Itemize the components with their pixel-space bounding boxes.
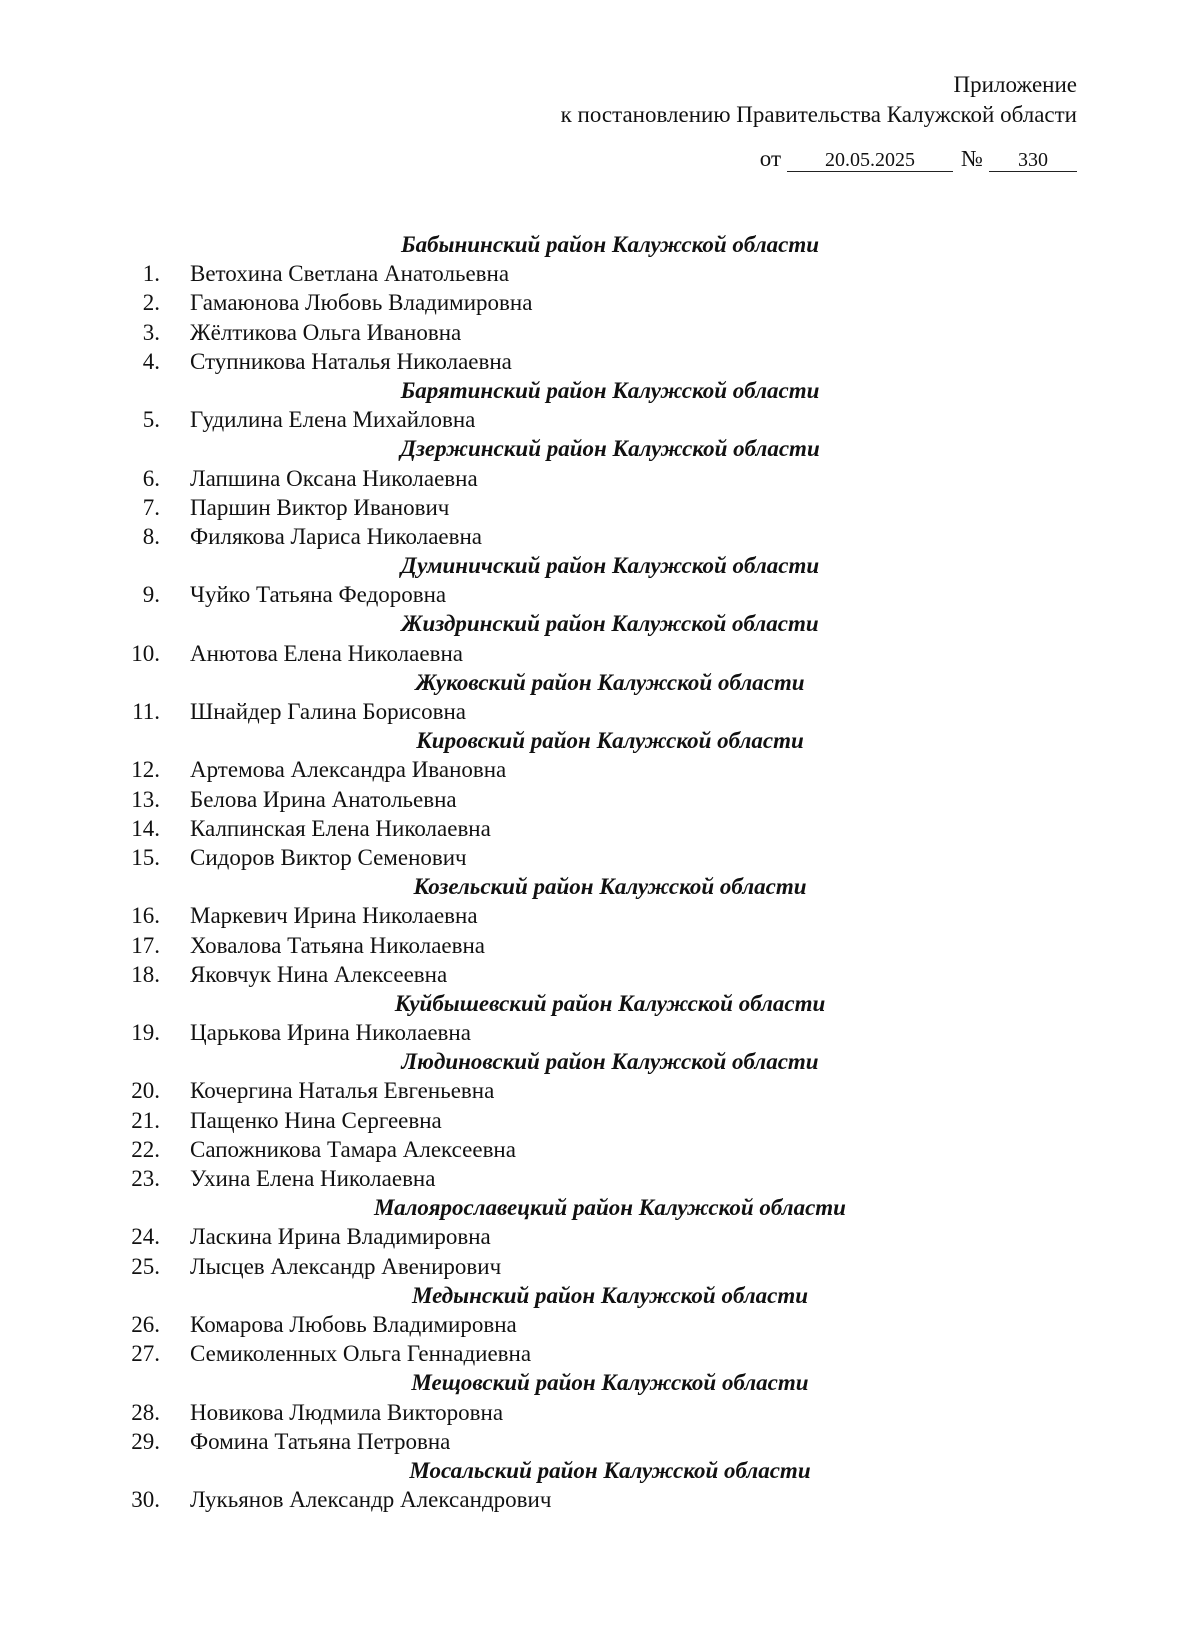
item-number: 26. <box>131 1311 160 1337</box>
list-item <box>0 1222 1200 1251</box>
district-heading: Людиновский район Калужской области <box>401 1049 819 1075</box>
appendix-header <box>561 70 1077 130</box>
item-number: 22. <box>131 1136 160 1162</box>
list-item <box>0 1164 1200 1193</box>
item-number: 20. <box>131 1078 160 1104</box>
person-name: Маркевич Ирина Николаевна <box>190 903 478 929</box>
list-item <box>0 1339 1200 1368</box>
list-item <box>0 288 1200 317</box>
number-sign: № <box>961 146 983 171</box>
person-name: Гудилина Елена Михайловна <box>190 407 476 433</box>
person-name: Сидоров Виктор Семенович <box>190 844 467 870</box>
item-number: 10. <box>131 640 160 666</box>
list-item <box>0 1427 1200 1456</box>
list-item <box>0 318 1200 347</box>
list-item <box>0 697 1200 726</box>
person-name: Филякова Лариса Николаевна <box>190 523 483 549</box>
person-name: Лукьянов Александр Александрович <box>190 1487 552 1513</box>
item-number: 30. <box>131 1487 160 1513</box>
person-name: Ховалова Татьяна Николаевна <box>190 932 485 958</box>
person-name: Лысцев Александр Авенирович <box>190 1253 502 1279</box>
list-item <box>0 1106 1200 1135</box>
item-number: 16. <box>131 903 160 929</box>
person-name: Фомина Татьяна Петровна <box>190 1428 451 1454</box>
district-heading: Бабынинский район Калужской области <box>400 232 820 257</box>
person-name: Паршин Виктор Иванович <box>190 494 450 520</box>
item-number: 21. <box>131 1107 160 1133</box>
person-name: Калпинская Елена Николаевна <box>190 815 491 841</box>
district-list <box>0 230 1200 1514</box>
item-number: 9. <box>142 582 160 608</box>
item-number: 19. <box>131 1020 160 1046</box>
item-number: 25. <box>131 1253 160 1279</box>
person-name: Жёлтикова Ольга Ивановна <box>190 319 462 345</box>
list-item <box>0 405 1200 434</box>
person-name: Кочергина Наталья Евгеньевна <box>190 1078 495 1104</box>
list-item <box>0 755 1200 784</box>
person-name: Комарова Любовь Владимировна <box>190 1311 517 1337</box>
person-name: Ветохина Светлана Анатольевна <box>190 261 510 287</box>
person-name: Новикова Людмила Викторовна <box>190 1399 504 1425</box>
district-heading: Куйбышевский район Калужской области <box>394 990 826 1016</box>
person-name: Ступникова Наталья Николаевна <box>190 348 512 374</box>
person-name: Ласкина Ирина Владимировна <box>190 1224 491 1250</box>
person-name: Гамаюнова Любовь Владимировна <box>190 290 533 316</box>
list-item <box>0 785 1200 814</box>
resolution-date: 20.05.2025 <box>787 149 953 172</box>
item-number: 5. <box>142 407 160 433</box>
list-item <box>0 259 1200 288</box>
item-number: 29. <box>131 1428 160 1454</box>
person-name: Белова Ирина Анатольевна <box>190 786 457 812</box>
item-number: 15. <box>131 844 160 870</box>
list-item <box>0 1310 1200 1339</box>
item-number: 17. <box>131 932 160 958</box>
item-number: 23. <box>131 1166 160 1191</box>
appendix-subtitle: к постановлению Правительства Калужской области <box>560 102 1077 127</box>
list-item <box>0 580 1200 609</box>
item-number: 18. <box>131 961 160 987</box>
person-name: Артемова Александра Ивановна <box>190 757 507 783</box>
list-item <box>0 1485 1200 1514</box>
person-name: Царькова Ирина Николаевна <box>190 1020 471 1046</box>
person-name: Яковчук Нина Алексеевна <box>190 961 448 987</box>
district-heading: Козельский район Калужской области <box>413 874 807 900</box>
person-name: Сапожникова Тамара Алексеевна <box>190 1136 516 1162</box>
list-item <box>0 960 1200 989</box>
district-heading: Медынский район Калужской области <box>411 1282 809 1308</box>
item-number: 8. <box>142 523 160 549</box>
from-label: от <box>759 146 782 171</box>
person-name: Анютова Елена Николаевна <box>190 640 463 666</box>
district-heading: Жуковский район Калужской области <box>415 669 805 695</box>
list-item <box>0 493 1200 522</box>
item-number: 1. <box>142 261 160 287</box>
item-number: 14. <box>131 815 160 841</box>
list-item <box>0 639 1200 668</box>
list-item <box>0 522 1200 551</box>
district-heading: Дзержинский район Калужской области <box>400 436 820 462</box>
person-name: Шнайдер Галина Борисовна <box>190 699 466 724</box>
district-heading: Малоярославецкий район Калужской области <box>374 1195 846 1221</box>
district-heading: Мещовский район Калужской области <box>411 1370 809 1396</box>
item-number: 2. <box>142 290 160 316</box>
list-item <box>0 1076 1200 1105</box>
item-number: 6. <box>142 465 160 491</box>
person-name: Чуйко Татьяна Федоровна <box>190 582 447 608</box>
item-number: 7. <box>142 494 160 520</box>
list-item <box>0 464 1200 493</box>
item-number: 4. <box>142 348 160 374</box>
list-item <box>0 931 1200 960</box>
item-number: 3. <box>142 319 160 345</box>
list-item <box>0 814 1200 843</box>
resolution-dateline <box>760 146 1077 172</box>
item-number: 13. <box>131 786 160 812</box>
item-number: 11. <box>132 699 160 724</box>
list-item <box>0 1135 1200 1164</box>
person-name: Ухина Елена Николаевна <box>190 1166 436 1191</box>
appendix-title: Приложение <box>953 72 1077 97</box>
list-item <box>0 1252 1200 1281</box>
list-item <box>0 901 1200 930</box>
resolution-number: 330 <box>989 149 1077 172</box>
item-number: 12. <box>131 757 160 783</box>
person-name: Семиколенных Ольга Геннадиевна <box>190 1341 532 1367</box>
list-item <box>0 1398 1200 1427</box>
person-name: Лапшина Оксана Николаевна <box>190 465 478 491</box>
district-heading: Мосальский район Калужской области <box>409 1457 811 1483</box>
district-heading: Кировский район Калужской области <box>416 728 804 754</box>
district-heading: Барятинский район Калужской области <box>400 377 820 403</box>
item-number: 24. <box>131 1224 160 1250</box>
list-item <box>0 843 1200 872</box>
person-name: Пащенко Нина Сергеевна <box>190 1107 442 1133</box>
district-heading: Жиздринский район Калужской области <box>401 611 819 637</box>
list-item <box>0 347 1200 376</box>
list-item <box>0 1018 1200 1047</box>
item-number: 27. <box>131 1341 160 1367</box>
district-heading: Думиничский район Калужской области <box>400 553 820 579</box>
item-number: 28. <box>131 1399 160 1425</box>
